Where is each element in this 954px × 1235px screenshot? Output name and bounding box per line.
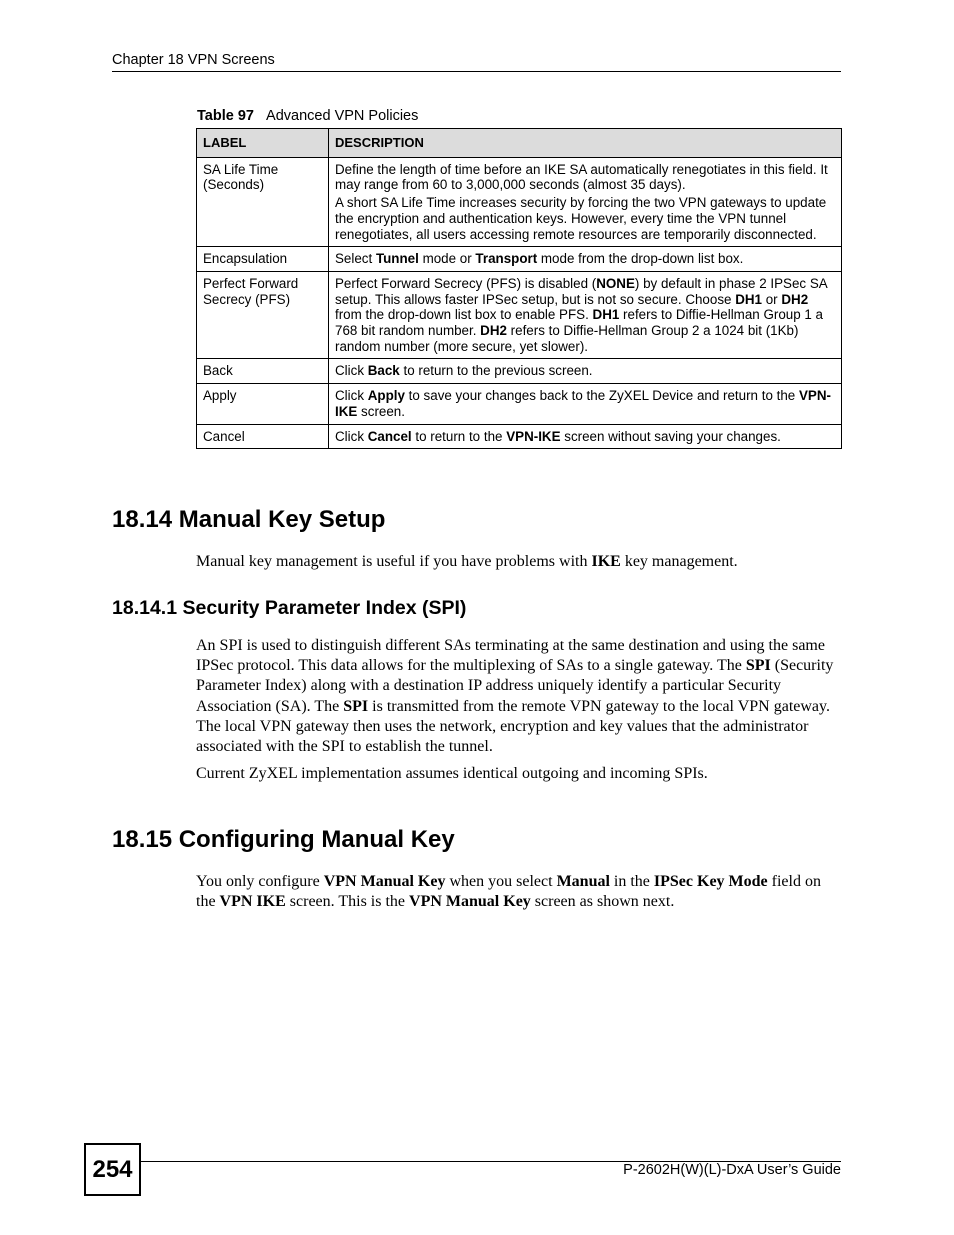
- bold-term: Manual: [556, 873, 610, 890]
- header-rule: [112, 71, 841, 72]
- text: Click: [335, 428, 368, 444]
- advanced-vpn-policies-table: [196, 128, 842, 449]
- bold-term: Cancel: [367, 428, 412, 444]
- table-number: Table 97: [197, 108, 254, 124]
- text: or: [762, 291, 782, 307]
- row-description: [329, 247, 842, 272]
- bold-term: NONE: [596, 275, 635, 291]
- bold-term: Transport: [475, 251, 538, 267]
- paragraph-spi-description: [196, 636, 841, 757]
- bold-term: IPSec Key Mode: [653, 873, 768, 890]
- text: to save your changes back to the ZyXEL Device and return to the: [404, 388, 799, 404]
- row-description: [329, 359, 842, 384]
- text: Perfect Forward Secrecy (PFS) is disabled (: [335, 275, 597, 291]
- bold-term: VPN IKE: [219, 893, 286, 911]
- text: screen as shown next.: [530, 893, 675, 911]
- bold-term: Back: [367, 363, 400, 379]
- text: screen. This is the: [285, 893, 410, 911]
- bold-term: VPN-IKE: [506, 428, 561, 444]
- row-label: SA Life Time (Seconds): [197, 157, 329, 247]
- text: Click: [335, 363, 368, 379]
- table-row: [197, 271, 842, 359]
- text: in the: [609, 873, 654, 890]
- description-paragraph: A short SA Life Time increases security by forcing the two VPN gateways to update the encryption and authentication keys. However, every time the VPN tunnel renegotiates, all users accessing remote resources are temporarily disconnected.: [335, 195, 827, 242]
- bold-term: Tunnel: [375, 251, 419, 267]
- paragraph-spi-implementation: Current ZyXEL implementation assumes identical outgoing and incoming SPIs.: [196, 765, 708, 782]
- text: to return to the previous screen.: [399, 363, 593, 379]
- table-title: Advanced VPN Policies: [266, 108, 419, 124]
- table-row: [197, 247, 842, 272]
- table-row: [197, 424, 842, 449]
- bold-term: VPN Manual Key: [409, 893, 531, 911]
- row-label: Back: [197, 359, 329, 384]
- table-row: [197, 384, 842, 424]
- row-label: Apply: [197, 384, 329, 424]
- text: key management.: [620, 553, 738, 570]
- bold-term: SPI: [745, 657, 771, 675]
- bold-term: VPN Manual Key: [323, 873, 446, 890]
- table-caption: [197, 108, 418, 124]
- table-header-row: [197, 129, 842, 158]
- text: screen.: [357, 403, 405, 419]
- bold-term: Apply: [367, 388, 405, 404]
- text: ) by default in phase 2 IPSec SA setup. This allows faster IPSec setup, but is not so secure. Choose: [335, 275, 827, 307]
- bold-term: SPI: [343, 697, 369, 715]
- row-description: [329, 384, 842, 424]
- paragraph-manual-key-intro: [196, 552, 841, 572]
- text: mode or: [418, 251, 476, 267]
- text: when you select: [445, 873, 557, 890]
- text: mode from the drop-down list box.: [537, 251, 744, 267]
- table-row: [197, 157, 842, 247]
- section-heading-18-15: 18.15 Configuring Manual Key: [112, 826, 455, 853]
- column-header-description: DESCRIPTION: [329, 129, 842, 158]
- text: (Security Parameter Index) along with a destination IP address uniquely identify a particular Security Association (SA). The: [196, 657, 834, 715]
- bold-term: IKE: [591, 553, 621, 570]
- row-label: Cancel: [197, 424, 329, 449]
- row-label: Encapsulation: [197, 247, 329, 272]
- row-description: [329, 157, 842, 247]
- text: field on the: [196, 873, 821, 911]
- row-label: Perfect Forward Secrecy (PFS): [197, 271, 329, 359]
- text: refers to Diffie-Hellman Group 1 a 768 bit random number.: [335, 307, 823, 339]
- bold-term: DH2: [480, 323, 507, 339]
- text: refers to Diffie-Hellman Group 2 a 1024 bit (1Kb) random number (more secure, yet slower).: [335, 323, 799, 354]
- guide-title: P-2602H(W)(L)-DxA User’s Guide: [623, 1162, 841, 1178]
- bold-term: DH1: [592, 307, 620, 323]
- text: Select: [335, 251, 376, 267]
- row-description: [329, 424, 842, 449]
- text: An SPI is used to distinguish different SAs terminating at the same destination and using the same IPSec protocol. This data allows for the multiplexing of SAs to a single gateway. The: [196, 637, 825, 675]
- bold-term: DH2: [781, 291, 809, 307]
- page-number: 254: [84, 1143, 141, 1196]
- text: Manual key management is useful if you have problems with: [196, 553, 592, 570]
- row-description: [329, 271, 842, 359]
- text: You only configure: [196, 873, 324, 890]
- text: to return to the: [411, 428, 507, 444]
- description-paragraph: Define the length of time before an IKE SA automatically renegotiates in this field. It may range from 60 to 3,000,000 seconds (almost 35 days).: [335, 161, 828, 193]
- text: screen without saving your changes.: [560, 428, 781, 444]
- running-header: Chapter 18 VPN Screens: [112, 52, 275, 68]
- section-heading-18-14-1: 18.14.1 Security Parameter Index (SPI): [112, 597, 467, 619]
- bold-term: VPN-IKE: [335, 388, 831, 419]
- column-header-label: LABEL: [197, 129, 329, 158]
- text: is transmitted from the remote VPN gateway to the local VPN gateway. The local VPN gateway then uses the network, encryption and key values that the administrator associated with the SPI to establish the tunnel.: [196, 697, 830, 756]
- paragraph-configuring-manual-key: [196, 872, 841, 912]
- text: from the drop-down list box to enable PFS.: [335, 307, 593, 323]
- section-heading-18-14: 18.14 Manual Key Setup: [112, 506, 386, 533]
- table-row: [197, 359, 842, 384]
- bold-term: DH1: [735, 291, 762, 307]
- text: Click: [335, 388, 368, 404]
